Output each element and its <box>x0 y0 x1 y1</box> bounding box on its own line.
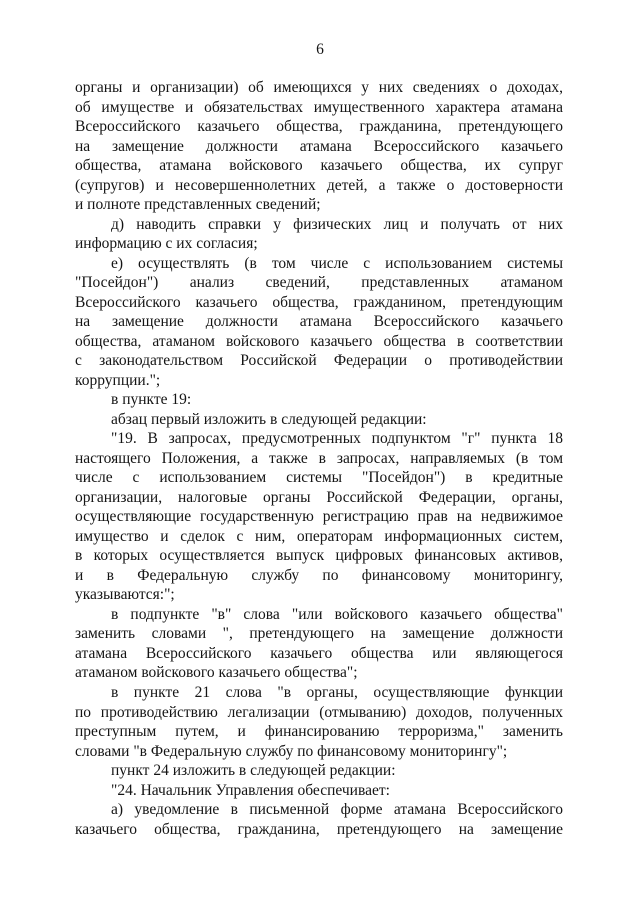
text-line: заменить словами ", претендующего на замещение должности <box>75 625 563 643</box>
text-line: д) наводить справки у физических лиц и получать от них <box>111 215 563 233</box>
text-line: числе с использованием системы "Посейдон") в кредитные <box>75 469 563 487</box>
text-line: атамана Всероссийского казачьего общества или являющегося <box>75 644 563 662</box>
text-line: Всероссийского казачьего общества, гражданином, претендующим <box>75 293 563 311</box>
text-line: словами "в Федеральную службу по финансовому мониторингу"; <box>75 742 508 760</box>
text-line: осуществляющие государственную регистрацию прав на недвижимое <box>75 508 563 526</box>
text-line: и в Федеральную службу по финансовому мониторингу, <box>75 566 563 584</box>
text-line: е) осуществлять (в том числе с использованием системы <box>111 254 563 272</box>
text-line: имущество и сделок с ним, операторам информационных систем, <box>75 527 563 545</box>
text-line: организации, налоговые органы Российской Федерации, органы, <box>75 488 563 506</box>
text-line: "19. В запросах, предусмотренных подпунктом "г" пункта 18 <box>111 430 563 448</box>
text-line: указываются:"; <box>75 586 175 604</box>
page-number: 6 <box>316 41 324 58</box>
text-line: коррупции."; <box>75 371 161 389</box>
text-line: в подпункте "в" слова "или войскового казачьего общества" <box>111 605 563 623</box>
text-line: (супругов) и несовершеннолетних детей, а также о достоверности <box>75 176 563 194</box>
text-line: органы и организации) об имеющихся у них сведениях о доходах, <box>75 79 563 96</box>
text-line: в пункте 19: <box>111 391 192 409</box>
text-line: пункт 24 изложить в следующей редакции: <box>111 762 396 780</box>
text-line: Всероссийского казачьего общества, гражданина, претендующего <box>75 118 563 136</box>
text-line: настоящего Положения, а также в запросах, направляемых (в том <box>75 449 563 467</box>
text-line: в которых осуществляется выпуск цифровых финансовых активов, <box>75 547 563 565</box>
text-line: "Посейдон") анализ сведений, представленных атаманом <box>75 274 563 292</box>
text-line: в пункте 21 слова "в органы, осуществляющие функции <box>111 683 563 701</box>
text-line: казачьего общества, гражданина, претендующего на замещение <box>75 820 563 838</box>
text-line: и полноте представленных сведений; <box>75 196 321 214</box>
text-line: а) уведомление в письменной форме атамана Всероссийского <box>111 801 563 819</box>
text-line: информацию с их согласия; <box>75 235 258 253</box>
text-line: общества, атамана войскового казачьего общества, их супруг <box>75 157 563 175</box>
text-line: с законодательством Российской Федерации о противодействии <box>75 352 563 370</box>
text-line: общества, атаманом войскового казачьего общества в соответствии <box>75 332 563 350</box>
text-line: преступным путем, и финансированию терроризма," заменить <box>75 723 563 741</box>
text-line: "24. Начальник Управления обеспечивает: <box>111 781 390 799</box>
text-line: абзац первый изложить в следующей редакции: <box>111 410 427 428</box>
body-text <box>75 78 563 839</box>
text-line: на замещение должности атамана Всероссийского казачьего <box>75 313 563 331</box>
text-line: об имуществе и обязательствах имущественного характера атамана <box>75 98 563 116</box>
text-line: по противодействию легализации (отмыванию) доходов, полученных <box>75 703 563 721</box>
text-line: атаманом войскового казачьего общества"; <box>75 664 358 682</box>
text-line: на замещение должности атамана Всероссийского казачьего <box>75 137 563 155</box>
